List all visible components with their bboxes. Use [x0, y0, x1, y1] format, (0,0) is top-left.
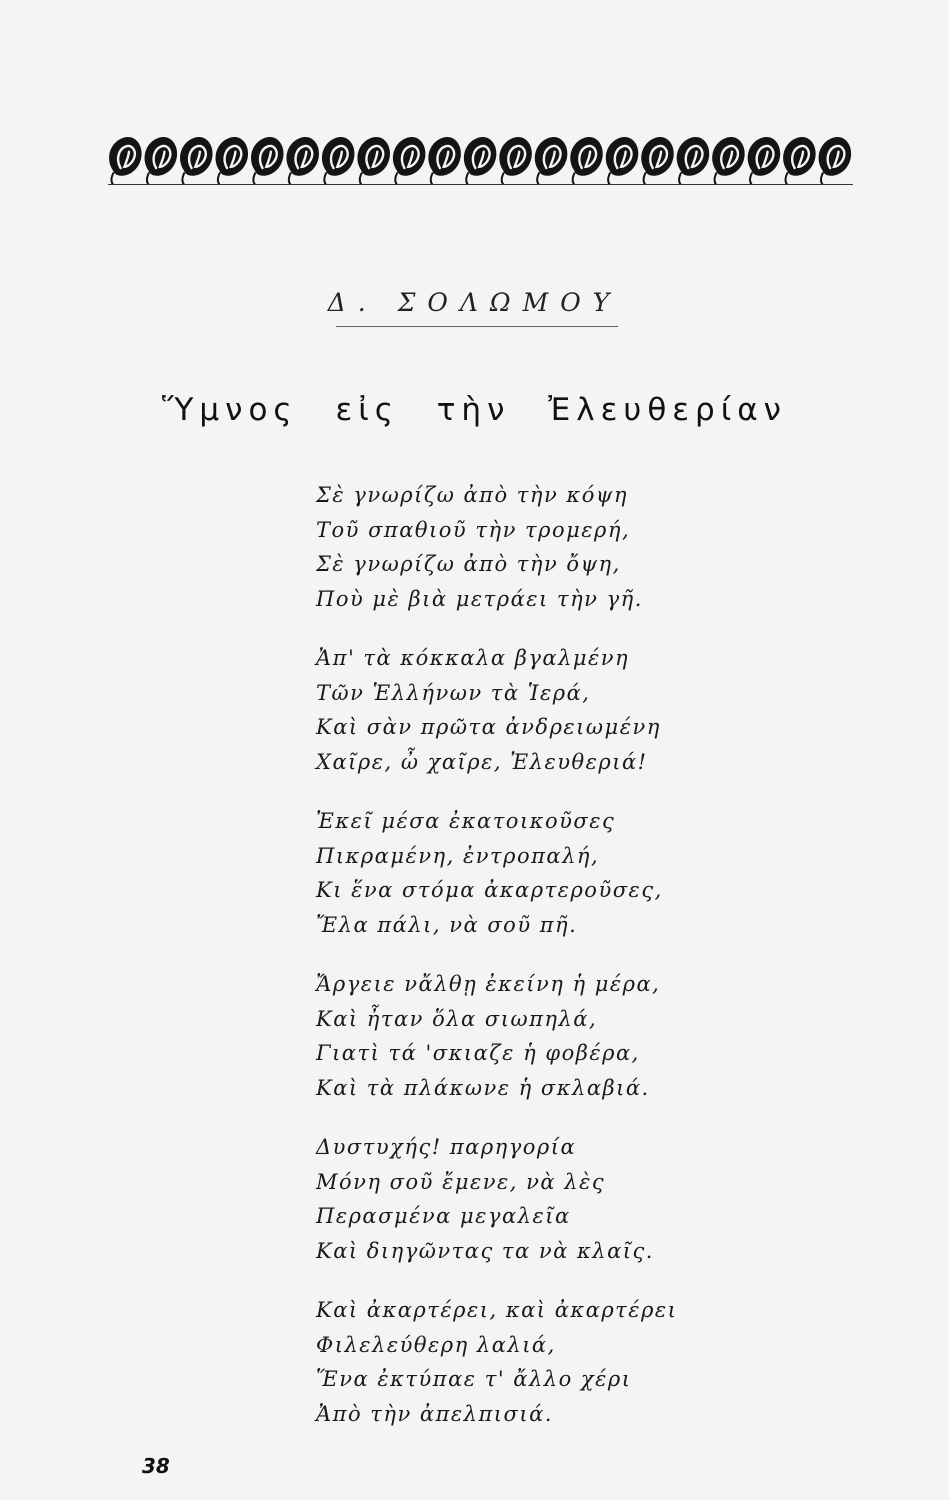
leaf-scroll-icon [277, 134, 326, 184]
stanza [316, 1130, 836, 1268]
leaf-scroll-icon [561, 134, 610, 184]
poem-body [316, 478, 836, 1456]
verse-line: Καὶ σὰν πρῶτα ἀνδρειωμένη [316, 715, 661, 739]
verse-line: Δυστυχής! παρηγορία [316, 1135, 577, 1159]
ornament-rule [108, 184, 853, 185]
verse-line: Κι ἕνα στόμα ἀκαρτεροῦσες, [316, 878, 663, 902]
verse-line: Ἀπ' τὰ κόκκαλα βγαλμένη [316, 646, 630, 670]
leaf-scroll-ornament-band [108, 128, 853, 184]
verse-line: Ἕνα ἐκτύπαε τ' ἄλλο χέρι [316, 1367, 632, 1391]
verse-line: Καὶ ἀκαρτέρει, καὶ ἀκαρτέρει [316, 1298, 678, 1322]
verse-line: Ποὺ μὲ βιὰ μετράει τὴν γῆ. [316, 586, 643, 611]
leaf-scroll-icon [206, 134, 255, 184]
stanza [316, 967, 836, 1105]
stanza [316, 1293, 836, 1431]
verse-line: Τῶν Ἑλλήνων τὰ Ἱερά, [316, 680, 591, 705]
leaf-scroll-icon [596, 134, 645, 184]
verse-line: Φιλελεύθερη λαλιά, [316, 1332, 556, 1357]
leaf-scroll-icon [242, 134, 291, 184]
author-underline [336, 326, 618, 327]
stanza [316, 478, 836, 616]
leaf-scroll-icon [171, 134, 220, 184]
verse-line: Χαῖρε, ὦ χαῖρε, Ἐλευθεριά! [316, 749, 648, 774]
verse-line: Καὶ ἦταν ὅλα σιωπηλά, [316, 1006, 598, 1031]
verse-line: Καὶ διηγῶντας τα νὰ κλαῖς. [316, 1238, 654, 1263]
leaf-scroll-icon [738, 134, 787, 184]
leaf-scroll-icon [667, 134, 716, 184]
leaf-scroll-icon [384, 134, 433, 184]
verse-line: Σὲ γνωρίζω ἀπὸ τὴν κόψη [316, 483, 628, 507]
verse-line: Ἄργειε νἄλθῃ ἐκείνη ἡ μέρα, [316, 972, 661, 996]
page-number: 38 [142, 1454, 170, 1478]
verse-line: Μόνη σοῦ ἔμενε, νὰ λὲς [316, 1169, 606, 1194]
leaf-scroll-icon [703, 134, 752, 184]
stanza [316, 804, 836, 942]
verse-line: Περασμένα μεγαλεῖα [316, 1204, 571, 1228]
author-name: Δ. ΣΟΛΩΜΟΥ [327, 288, 622, 317]
leaf-scroll-icon [455, 134, 504, 184]
verse-line: Ἐκεῖ μέσα ἐκατοικοῦσες [316, 809, 616, 833]
verse-line: Ἔλα πάλι, νὰ σοῦ πῆ. [316, 912, 578, 937]
leaf-scroll-icon [490, 134, 539, 184]
leaf-scroll-icon [313, 134, 362, 184]
verse-line: Ἀπὸ τὴν ἀπελπισιά. [316, 1401, 553, 1426]
leaf-scroll-icon [135, 134, 184, 184]
leaf-scroll-icon [108, 134, 149, 184]
poem-title: Ὕμνος εἰς τὴν Ἐλευθερίαν [162, 392, 787, 428]
leaf-scroll-icon [774, 134, 823, 184]
leaf-scroll-icon [632, 134, 681, 184]
stanza [316, 641, 836, 779]
verse-line: Καὶ τὰ πλάκωνε ἡ σκλαβιά. [316, 1075, 650, 1100]
verse-line: Τοῦ σπαθιοῦ τὴν τρομερή, [316, 517, 631, 542]
leaf-scroll-icon [348, 134, 397, 184]
leaf-scroll-icon [526, 134, 575, 184]
leaf-scroll-icon [809, 134, 853, 184]
verse-line: Γιατὶ τά 'σκιαζε ἡ φοβέρα, [316, 1041, 640, 1065]
verse-line: Σὲ γνωρίζω ἀπὸ τὴν ὄψη, [316, 552, 621, 576]
verse-line: Πικραμένη, ἐντροπαλή, [316, 843, 600, 868]
leaf-scroll-icon [419, 134, 468, 184]
